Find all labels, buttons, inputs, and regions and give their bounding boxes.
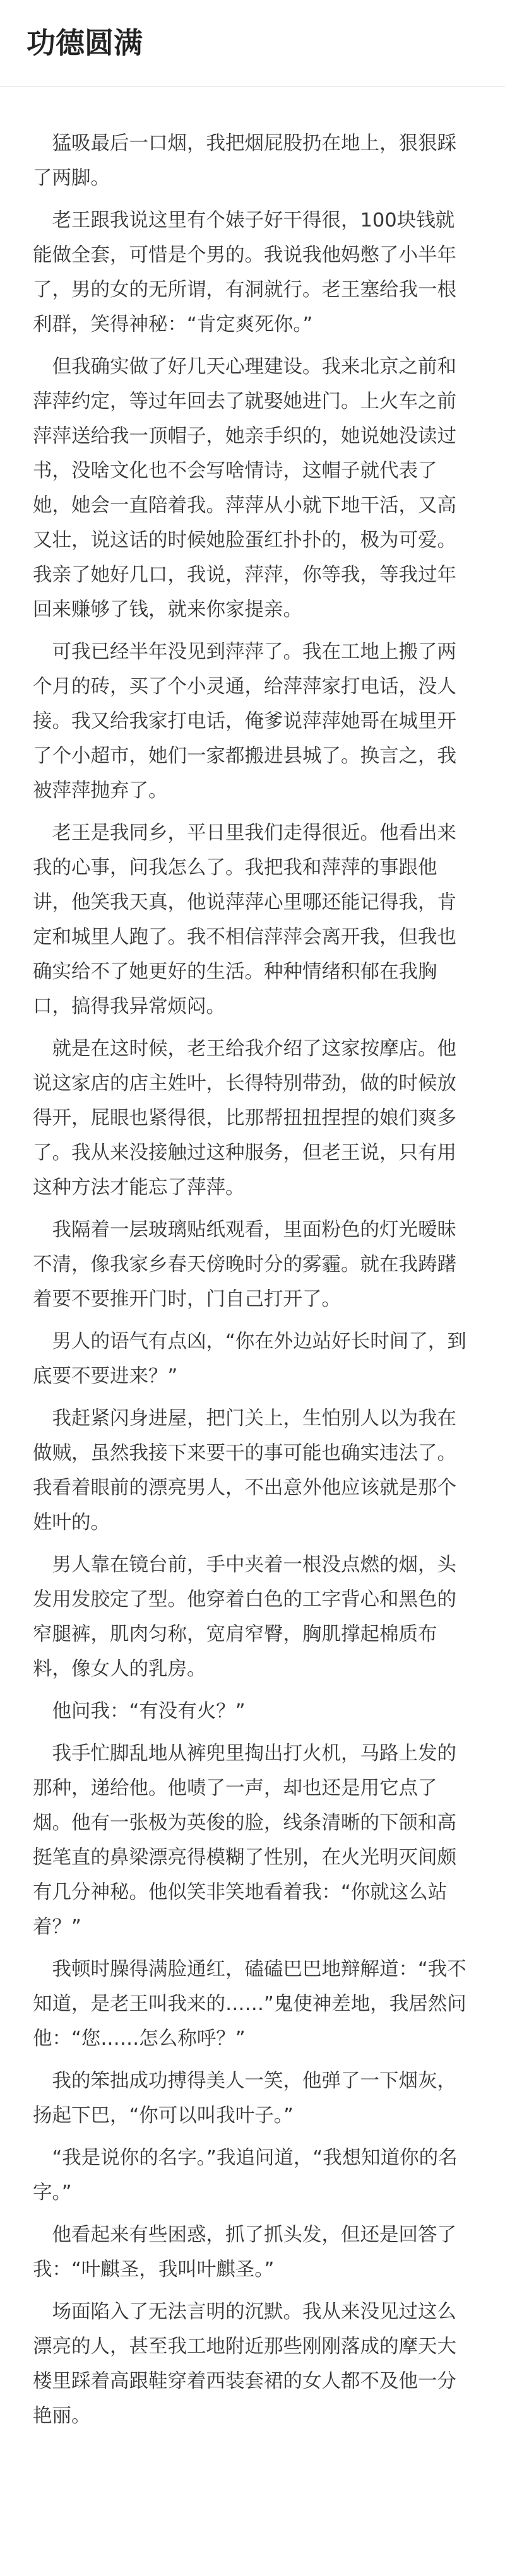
paragraph: 猛吸最后一口烟，我把烟屁股扔在地上，狠狠踩了两脚。 <box>33 132 456 189</box>
paragraph: 老王是我同乡，平日里我们走得很近。他看出来我的心事，问我怎么了。我把我和萍萍的事跟他讲，他笑我天真，他说萍萍心里哪还能记得我，肯定和城里人跑了。我不相信萍萍会离开我，但我也确实给不了她更好的生活。种种情绪积郁在我胸口，搞得我异常烦闷。 <box>33 822 456 1018</box>
paragraph: 他问我：“有没有火？” <box>52 1700 246 1722</box>
paragraph: “我是说你的名字。”我追问道，“我想知道你的名字。” <box>33 2147 458 2204</box>
paragraph: 但我确实做了好几天心理建设。我来北京之前和萍萍约定，等过年回去了就娶她进门。上火车之前萍萍送给我一顶帽子，她亲手织的，她说她没读过书，没啥文化也不会写啥情诗，这帽子就代表了她，她会一直陪着我。萍萍从小就下地干活，又高又壮，说这话的时候她脸蛋红扑扑的，极为可爱。我亲了她好几口，我说，萍萍，你等我，等我过年回来赚够了钱，就来你家提亲。 <box>33 356 456 621</box>
paragraph: 老王跟我说这里有个婊子好干得很，100块钱就能做全套，可惜是个男的。我说我他妈憋了小半年了，男的女的无所谓，有洞就行。老王塞给我一根利群，笑得神秘：“肯定爽死你。” <box>33 209 456 336</box>
paragraph: 我的笨拙成功搏得美人一笑，他弹了一下烟灰，扬起下巴，“你可以叫我叶子。” <box>33 2070 456 2127</box>
paragraph: 我顿时臊得满脸通红，磕磕巴巴地辩解道：“我不知道，是老王叫我来的……”鬼使神差地，我居然问他：“您……怎么称呼？” <box>33 1958 466 2050</box>
paragraph: 可我已经半年没见到萍萍了。我在工地上搬了两个月的砖，买了个小灵通，给萍萍家打电话，没人接。我又给我家打电话，俺爹说萍萍她哥在城里开了个小超市，她们一家都搬进县城了。换言之，我被萍萍抛弃了。 <box>33 641 456 802</box>
paragraph: 男人靠在镜台前，手中夹着一根没点燃的烟，头发用发胶定了型。他穿着白色的工字背心和黑色的窄腿裤，肌肉匀称，宽肩窄臀，胸肌撑起棉质布料，像女人的乳房。 <box>33 1554 456 1680</box>
paragraph: 就是在这时候，老王给我介绍了这家按摩店。他说这家店的店主姓叶，长得特别带劲，做的时候放得开，屁眼也紧得很，比那帮扭扭捏捏的娘们爽多了。我从来没接触过这种服务，但老王说，只有用这种方法才能忘了萍萍。 <box>33 1038 456 1199</box>
title-bar <box>0 0 505 87</box>
paragraph: 场面陷入了无法言明的沉默。我从来没见过这么漂亮的人，甚至我工地附近那些刚刚落成的摩天大楼里踩着高跟鞋穿着西装套裙的女人都不及他一分艳丽。 <box>33 2301 456 2427</box>
paragraph: 我隔着一层玻璃贴纸观看，里面粉色的灯光暧昧不清，像我家乡春天傍晚时分的雾霾。就在我踌躇着要不要推开门时，门自己打开了。 <box>33 1219 456 1310</box>
article-body <box>0 87 505 2433</box>
paragraph: 他看起来有些困惑，抓了抓头发，但还是回答了我：“叶麒圣，我叫叶麒圣。” <box>33 2224 456 2281</box>
paragraph: 我手忙脚乱地从裤兜里掏出打火机，马路上发的那种，递给他。他啧了一声，却也还是用它点了烟。他有一张极为英俊的脸，线条清晰的下颌和高挺笔直的鼻梁漂亮得模糊了性别，在火光明灭间颇有几分神秘。他似笑非笑地看着我：“你就这么站着？” <box>33 1743 456 1938</box>
paragraph: 我赶紧闪身进屋，把门关上，生怕别人以为我在做贼，虽然我接下来要干的事可能也确实违法了。我看着眼前的漂亮男人，不出意外他应该就是那个姓叶的。 <box>33 1408 456 1534</box>
article-title: 功德圆满 <box>27 26 143 60</box>
paragraph: 男人的语气有点凶，“你在外边站好长时间了，到底要不要进来？” <box>33 1331 466 1387</box>
